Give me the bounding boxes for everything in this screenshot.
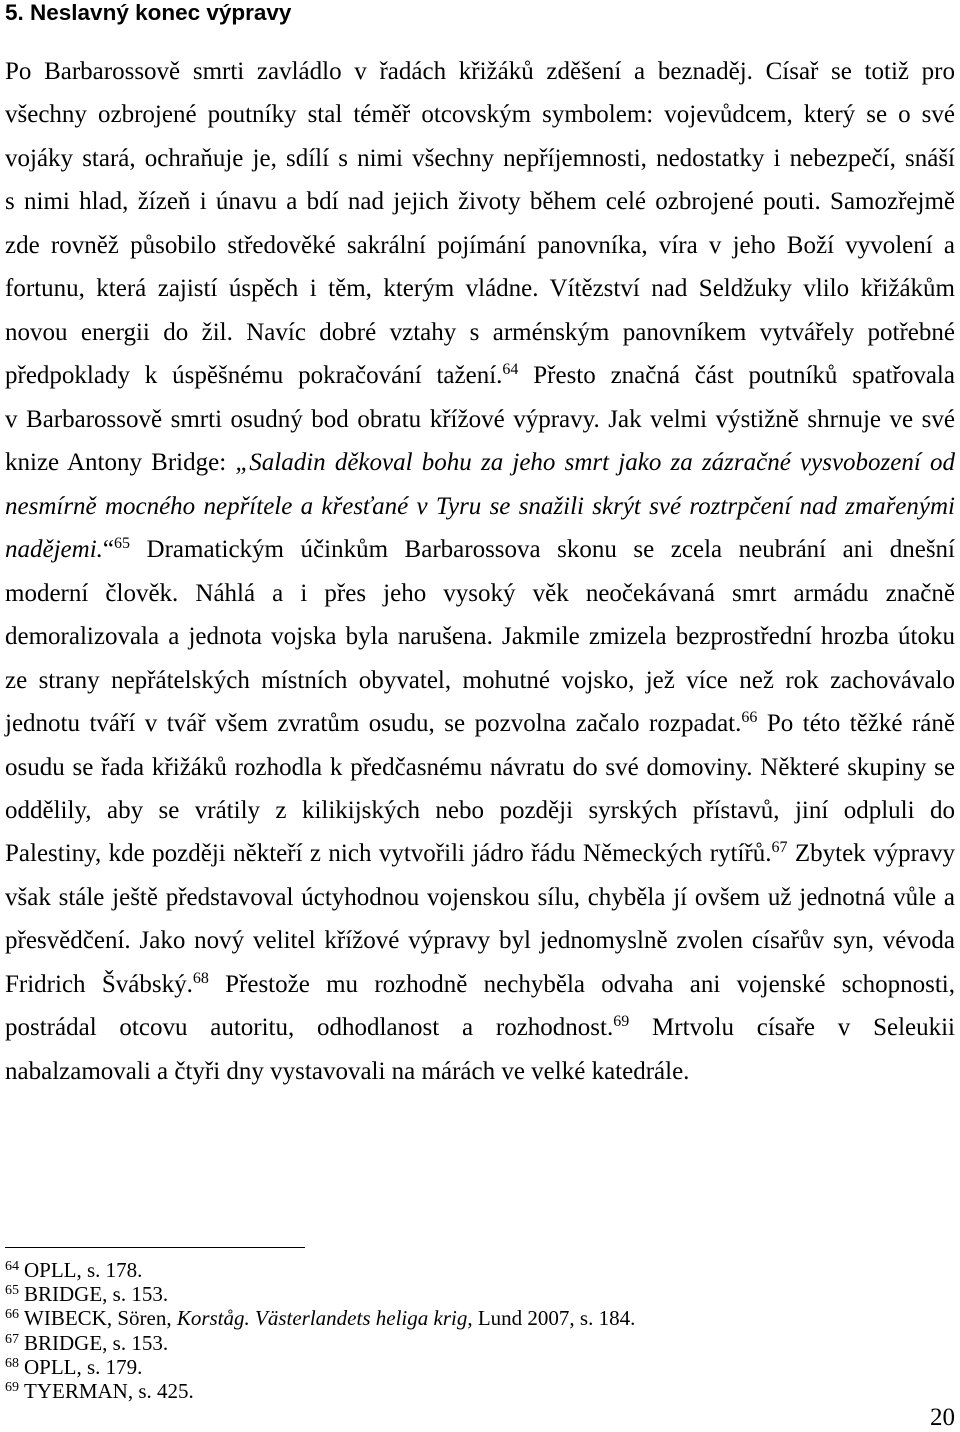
- body-line: [5, 615, 955, 658]
- footnote-text: BRIDGE, s. 153.: [24, 1330, 169, 1355]
- footnote-reference: 68: [192, 969, 209, 987]
- body-text-run: oddělily, aby se vrátily z kilikijských nebo později syrských přístavů, jiní odpluli do: [5, 796, 955, 824]
- section-heading: 5. Neslavný konec výpravy: [5, 0, 292, 25]
- body-text-run: předpoklady k úspěšnému pokračování tažení.: [5, 362, 503, 390]
- body-line: [5, 1006, 955, 1049]
- body-line: [5, 832, 955, 875]
- body-line: [5, 441, 955, 484]
- footnote-number: 66: [5, 1307, 19, 1323]
- body-line: [5, 963, 955, 1006]
- body-text-run: demoralizovala a jednota vojska byla narušena. Jakmile zmizela bezprostřední hrozba útoku: [5, 623, 955, 651]
- footnote: [5, 1331, 955, 1355]
- footnote: [5, 1282, 955, 1306]
- body-text-run: postrádal otcovu autoritu, odhodlanost a rozhodnost.: [5, 1014, 614, 1042]
- body-text-run: novou energii do žil. Navíc dobré vztahy s arménským panovníkem vytvářely potřebné: [5, 318, 955, 346]
- page-number: 20: [930, 1404, 955, 1431]
- footnote-reference: 64: [502, 361, 519, 379]
- body-text-run: “: [102, 536, 114, 564]
- body-paragraph: [5, 50, 955, 1093]
- body-text-run: všechny ozbrojené poutníky stal téměř otcovským symbolem: vojevůdcem, který se o své: [5, 101, 955, 129]
- body-line: [5, 485, 955, 528]
- body-line: [5, 137, 955, 180]
- body-text-run: vojáky stará, ochraňuje je, sdílí s nimi všechny nepříjemnosti, nedostatky i nebezpečí, snáší: [5, 144, 955, 172]
- footnote-number: 67: [5, 1331, 19, 1347]
- body-text-run: zde rovněž působilo středověké sakrální pojímání panovníka, víra v jeho Boží vyvolení a: [5, 231, 955, 259]
- footnote-reference: 67: [771, 839, 788, 857]
- footnote-reference: 69: [613, 1013, 630, 1031]
- footnote-number: 68: [5, 1355, 19, 1371]
- body-line: [5, 919, 955, 962]
- footnote-number: 64: [5, 1259, 19, 1274]
- body-text-run: jednotu tváří v tvář všem zvratům osudu, se pozvolna začalo rozpadat.: [5, 710, 742, 738]
- body-text-run: fortunu, která zajistí úspěch i těm, kterým vládne. Vítězství nad Seldžuky vlilo křižákům: [5, 275, 955, 303]
- body-line: [5, 93, 955, 136]
- quoted-text: nadějemi.: [5, 536, 103, 564]
- footnote-text: , Lund 2007, s. 184.: [467, 1306, 636, 1331]
- quoted-text: „Saladin děkoval bohu za jeho smrt jako za zázračné vysvobození od: [235, 449, 956, 477]
- footnote-title: Korståg. Västerlandets heliga krig: [176, 1306, 468, 1331]
- body-text-run: osudu se řada křižáků rozhodla k předčasnému návratu do své domoviny. Některé skupiny se: [5, 753, 955, 781]
- body-line: [5, 746, 955, 789]
- footnotes: [5, 1258, 955, 1403]
- body-text-run: přesvědčení. Jako nový velitel křížové výpravy byl jednomyslně zvolen císařův syn, vévoda: [5, 927, 955, 955]
- footnote: [5, 1379, 955, 1403]
- body-text-run: Po této těžké ráně: [757, 710, 955, 738]
- body-text-run: Fridrich Švábský.: [5, 970, 193, 998]
- body-line: [5, 702, 955, 745]
- footnote: [5, 1355, 955, 1379]
- body-text-run: Přesto značná část poutníků spatřovala: [518, 362, 955, 390]
- body-line: [5, 659, 955, 702]
- body-line: [5, 572, 955, 615]
- footnote-reference: 65: [114, 535, 130, 553]
- body-line: [5, 528, 955, 571]
- body-line: [5, 224, 955, 267]
- footnote-text: OPLL, s. 179.: [24, 1354, 143, 1379]
- body-line: [5, 50, 955, 93]
- quoted-text: nesmírně mocného nepřítele a křesťané v Tyru se snažili skrýt své roztrpčení nad zmařenými: [5, 492, 955, 520]
- footnote: [5, 1258, 955, 1282]
- body-text-run: moderní člověk. Náhlá a i přes jeho vysoký věk neočekávaná smrt armádu značně: [5, 579, 955, 607]
- footnote-separator: [5, 1247, 305, 1248]
- body-text-run: Zbytek výpravy: [787, 840, 955, 868]
- body-text-run: s nimi hlad, žízeň i únavu a bdí nad jejich životy během celé ozbrojené pouti. Samozřejmě: [5, 188, 955, 216]
- body-line: [5, 267, 955, 310]
- footnote-text: OPLL, s. 178.: [24, 1258, 143, 1282]
- body-text-run: Mrtvolu císaře v Seleukii: [629, 1014, 955, 1042]
- body-line: [5, 1050, 955, 1093]
- body-text-run: však stále ještě představoval úctyhodnou vojenskou sílu, chyběla jí ovšem už jednotná vůle a: [5, 883, 955, 911]
- body-line: [5, 354, 955, 397]
- body-text-run: Palestiny, kde později někteří z nich vytvořili jádro řádu Německých rytířů.: [5, 840, 772, 868]
- body-text-run: v Barbarossově smrti osudný bod obratu křížové výpravy. Jak velmi výstižně shrnuje ve své: [5, 405, 955, 433]
- body-text-run: Dramatickým účinkům Barbarossova skonu se zcela neubrání ani dnešní: [130, 536, 955, 564]
- footnote-number: 65: [5, 1283, 19, 1299]
- body-text-run: nabalzamovali a čtyři dny vystavovali na márách ve velké katedrále.: [5, 1057, 690, 1085]
- footnote-text: WIBECK, Sören,: [24, 1306, 177, 1331]
- body-line: [5, 876, 955, 919]
- footnote-text: TYERMAN, s. 425.: [24, 1378, 194, 1403]
- body-text-run: Přestože mu rozhodně nechyběla odvaha ani vojenské schopnosti,: [208, 970, 955, 998]
- footnote-text: BRIDGE, s. 153.: [24, 1282, 169, 1307]
- body-line: [5, 180, 955, 223]
- body-line: [5, 311, 955, 354]
- footnote-reference: 66: [741, 709, 758, 727]
- footnote: [5, 1306, 955, 1330]
- footnote-number: 69: [5, 1379, 19, 1395]
- body-line: [5, 398, 955, 441]
- body-text-run: ze strany nepřátelských místních obyvatel, mohutné vojsko, jež více než rok zachovávalo: [5, 666, 955, 694]
- body-text-run: Po Barbarossově smrti zavládlo v řadách křižáků zděšení a beznaděj. Císař se totiž pro: [5, 58, 955, 85]
- body-text-run: knize Antony Bridge:: [5, 449, 236, 477]
- body-line: [5, 789, 955, 832]
